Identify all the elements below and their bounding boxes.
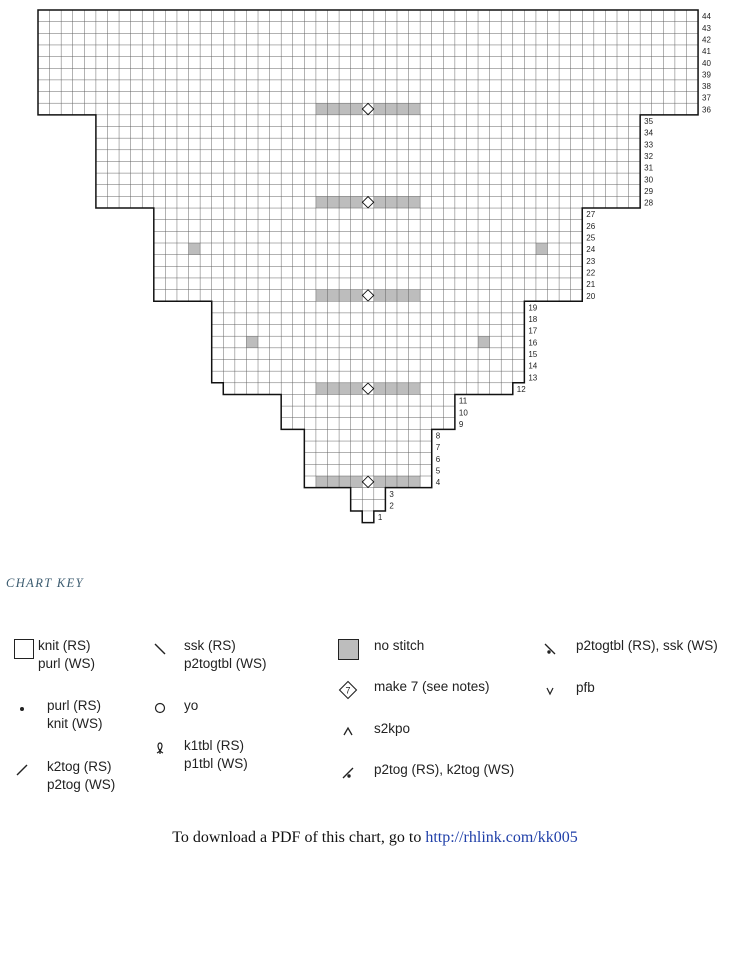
row-number-label: 16 (528, 338, 538, 348)
no-stitch-cell (478, 336, 490, 348)
key-label: p2tog (WS) (47, 777, 116, 792)
row-number-label: 15 (528, 350, 538, 359)
download-link[interactable]: http://rhlink.com/kk005 (425, 829, 578, 846)
k2tog-icon (14, 760, 30, 778)
chart-row-19 (212, 301, 525, 313)
chart-row-37 (38, 92, 698, 104)
row-number-label: 12 (516, 384, 526, 394)
row-number-label: 31 (644, 163, 654, 173)
chart-row-17 (212, 325, 525, 337)
key-label: k1tbl (RS) (184, 738, 245, 753)
no-stitch-cell (316, 476, 328, 488)
key-no-stitch (334, 637, 424, 660)
row-number-label: 1 (377, 513, 383, 523)
key-yo (146, 697, 198, 717)
row-number-label: 7 (435, 443, 441, 453)
chart-row-23 (154, 255, 582, 267)
row-number-label: 42 (702, 35, 711, 45)
row-number-label: 13 (528, 373, 538, 383)
row-number-label: 39 (702, 70, 711, 80)
s2kpo-icon (340, 722, 356, 740)
no-stitch-cell (316, 103, 328, 115)
pfb-icon (542, 681, 558, 699)
footer-text: To download a PDF of this chart, go to (172, 829, 426, 846)
no-stitch-cell (328, 383, 340, 395)
no-stitch-cell (385, 290, 397, 302)
row-number-label: 40 (702, 58, 711, 68)
row-number-label: 41 (702, 47, 711, 57)
chart-row-14 (212, 360, 525, 372)
chart-row-41 (38, 45, 698, 57)
chart-row-3 (351, 488, 386, 500)
row-number-label: 24 (586, 245, 596, 255)
no-stitch-cell (397, 103, 409, 115)
no-stitch-cell (328, 476, 340, 488)
chart-row-29 (96, 185, 640, 197)
key-label: no stitch (374, 638, 425, 653)
row-number-label: 29 (644, 186, 654, 196)
no-stitch-icon (338, 639, 359, 660)
no-stitch-cell (374, 290, 386, 302)
chart-row-11 (281, 394, 455, 406)
row-number-label: 22 (586, 268, 596, 278)
chart-row-40 (38, 57, 698, 69)
no-stitch-cell (397, 290, 409, 302)
row-number-label: 27 (586, 210, 596, 220)
chart-row-44 (38, 10, 698, 22)
no-stitch-cell (409, 383, 421, 395)
chart-row-7 (304, 441, 431, 453)
no-stitch-cell (409, 290, 421, 302)
key-purl (8, 697, 103, 733)
key-label: make 7 (see notes) (374, 679, 490, 694)
row-number-label: 9 (458, 419, 464, 429)
no-stitch-cell (189, 243, 201, 255)
chart-row-13 (212, 371, 525, 383)
no-stitch-cell (397, 196, 409, 208)
chart-row-8 (304, 429, 431, 441)
chart-row-30 (96, 173, 640, 185)
key-label: p2tog (RS), k2tog (WS) (374, 762, 515, 777)
no-stitch-cell (409, 196, 421, 208)
key-label: pfb (576, 680, 595, 695)
row-number-label: 32 (644, 151, 654, 161)
chart-row-15 (212, 348, 525, 360)
row-number-label: 26 (586, 221, 596, 231)
row-number-label: 38 (702, 82, 711, 92)
row-number-label: 19 (528, 303, 538, 313)
yo-icon (152, 699, 168, 717)
row-number-label: 34 (644, 128, 654, 138)
row-number-label: 44 (702, 12, 711, 22)
chart-row-43 (38, 22, 698, 34)
no-stitch-cell (385, 196, 397, 208)
purl-dot-icon (15, 699, 29, 717)
row-number-label: 30 (644, 175, 654, 185)
chart-row-35 (96, 115, 640, 127)
key-label: s2kpo (374, 721, 411, 736)
ssk-icon (152, 639, 168, 657)
p2togtbl-ssk-icon (542, 639, 558, 657)
row-number-label: 20 (586, 291, 596, 301)
no-stitch-cell (246, 336, 258, 348)
key-label: knit (WS) (47, 716, 103, 731)
row-number-label: 37 (702, 93, 711, 103)
no-stitch-cell (339, 196, 351, 208)
key-label: p2togtbl (RS), ssk (WS) (576, 638, 718, 653)
no-stitch-cell (328, 196, 340, 208)
key-label: p1tbl (WS) (184, 756, 248, 771)
no-stitch-cell (374, 383, 386, 395)
no-stitch-cell (409, 103, 421, 115)
key-label: purl (WS) (38, 656, 95, 671)
chart-row-38 (38, 80, 698, 92)
chart-row-2 (351, 499, 386, 511)
no-stitch-cell (397, 383, 409, 395)
key-ssk (146, 637, 267, 673)
key-p2tog (334, 761, 514, 781)
row-number-label: 36 (702, 105, 711, 115)
row-number-label: 3 (389, 489, 394, 499)
no-stitch-cell (409, 476, 421, 488)
chart-row-42 (38, 33, 698, 45)
row-number-label: 23 (586, 256, 596, 266)
no-stitch-cell (328, 103, 340, 115)
no-stitch-cell (385, 476, 397, 488)
chart-row-27 (154, 208, 582, 220)
no-stitch-cell (339, 290, 351, 302)
chart-row-33 (96, 138, 640, 150)
chart-row-24 (154, 243, 582, 255)
no-stitch-cell (316, 290, 328, 302)
chart-row-32 (96, 150, 640, 162)
chart-row-25 (154, 231, 582, 243)
no-stitch-cell (385, 103, 397, 115)
key-pfb (536, 679, 595, 699)
download-footer (0, 829, 750, 847)
svg-text:7: 7 (345, 685, 351, 696)
no-stitch-cell (351, 476, 363, 488)
chart-row-18 (212, 313, 525, 325)
chart-row-21 (154, 278, 582, 290)
row-number-label: 6 (435, 454, 441, 464)
row-number-label: 4 (435, 478, 441, 488)
no-stitch-cell (374, 196, 386, 208)
key-label: purl (RS) (47, 698, 102, 713)
key-label: yo (184, 698, 199, 713)
row-number-label: 10 (458, 408, 468, 418)
no-stitch-cell (374, 476, 386, 488)
square-icon (14, 639, 34, 659)
chart-row-16 (212, 336, 525, 348)
no-stitch-cell (351, 103, 363, 115)
row-number-label: 28 (644, 198, 654, 208)
key-label: knit (RS) (38, 638, 91, 653)
no-stitch-cell (536, 243, 548, 255)
no-stitch-cell (339, 103, 351, 115)
k1tbl-icon (152, 739, 168, 757)
no-stitch-cell (351, 383, 363, 395)
chart-row-5 (304, 464, 431, 476)
chart-row-10 (281, 406, 455, 418)
chart-row-31 (96, 161, 640, 173)
key-make7 (334, 678, 490, 700)
no-stitch-cell (339, 383, 351, 395)
chart-row-6 (304, 453, 431, 465)
chart-row-34 (96, 127, 640, 139)
no-stitch-cell (328, 290, 340, 302)
no-stitch-cell (351, 196, 363, 208)
key-label: p2togtbl (WS) (184, 656, 267, 671)
no-stitch-cell (316, 383, 328, 395)
row-number-label: 17 (528, 326, 538, 336)
key-k1tbl (146, 737, 248, 773)
no-stitch-cell (339, 476, 351, 488)
chart-row-26 (154, 220, 582, 232)
key-label: k2tog (RS) (47, 759, 112, 774)
row-number-label: 43 (702, 23, 711, 33)
row-number-label: 14 (528, 361, 538, 371)
row-number-label: 18 (528, 315, 538, 325)
no-stitch-cell (351, 290, 363, 302)
key-p2togtbl (536, 637, 718, 657)
no-stitch-cell (397, 476, 409, 488)
row-number-label: 8 (435, 431, 441, 441)
key-knit (10, 637, 95, 673)
row-number-label: 11 (458, 396, 468, 406)
chart-row-1 (362, 511, 374, 523)
key-label: ssk (RS) (184, 638, 236, 653)
no-stitch-cell (374, 103, 386, 115)
chart-row-9 (281, 418, 455, 430)
chart-key-title: CHART KEY (6, 576, 85, 590)
key-k2tog (8, 758, 115, 794)
row-number-label: 25 (586, 233, 596, 243)
chart-row-39 (38, 68, 698, 80)
chart-row-22 (154, 266, 582, 278)
p2tog-k2tog-icon (340, 763, 356, 781)
row-number-label: 33 (644, 140, 654, 150)
no-stitch-cell (316, 196, 328, 208)
row-number-label: 35 (644, 117, 654, 126)
key-s2kpo (334, 720, 410, 740)
row-number-label: 2 (389, 501, 394, 511)
row-number-label: 5 (435, 466, 441, 476)
no-stitch-cell (385, 383, 397, 395)
row-number-label: 21 (586, 280, 596, 290)
make7-icon (338, 680, 358, 700)
